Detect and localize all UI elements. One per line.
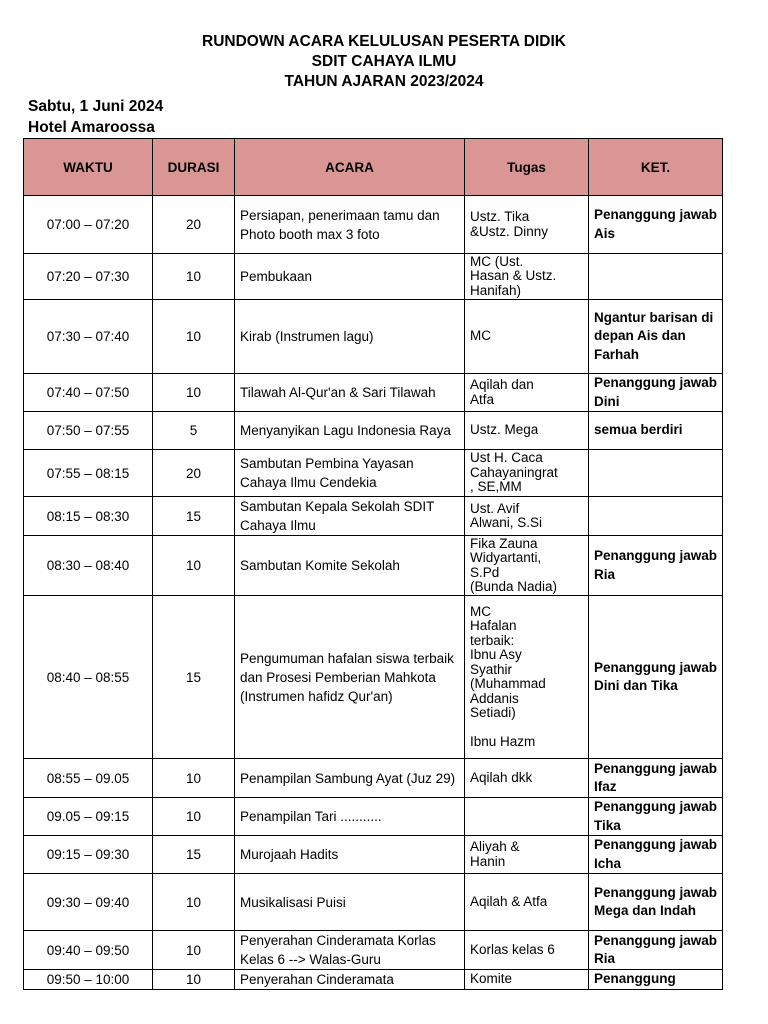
cell-waktu: 07:50 – 07:55 (24, 412, 153, 450)
cell-acara: Penyerahan Cinderamata Korlas Kelas 6 --> Walas-Guru (235, 931, 465, 970)
table-row (24, 450, 723, 497)
title-line: TAHUN AJARAN 2023/2024 (284, 73, 484, 90)
cell-ket: Penanggung jawab Ifaz (589, 759, 723, 798)
cell-acara: Sambutan Pembina Yayasan Cahaya Ilmu Cendekia (235, 450, 465, 497)
title-line: RUNDOWN ACARA KELULUSAN PESERTA DIDIK (202, 33, 566, 50)
cell-acara: Menyanyikan Lagu Indonesia Raya (235, 412, 465, 450)
cell-durasi: 10 (153, 536, 235, 596)
cell-waktu: 08:40 – 08:55 (24, 596, 153, 759)
table-row (24, 836, 723, 874)
header-ket: KET. (589, 139, 723, 196)
cell-tugas: Aqilah & Atfa (465, 874, 589, 931)
cell-acara: Kirab (Instrumen lagu) (235, 300, 465, 374)
cell-tugas: Aqilah dkk (465, 759, 589, 798)
cell-acara: Persiapan, penerimaan tamu dan Photo booth max 3 foto (235, 196, 465, 254)
cell-acara: Penampilan Sambung Ayat (Juz 29) (235, 759, 465, 798)
cell-ket: Penanggung jawab Icha (589, 836, 723, 874)
cell-durasi: 10 (153, 798, 235, 836)
cell-waktu: 09:50 – 10:00 (24, 970, 153, 990)
cell-acara: Pengumuman hafalan siswa terbaik dan Prosesi Pemberian Mahkota (Instrumen hafidz Qur'an) (235, 596, 465, 759)
cell-ket: Penanggung jawab Ria (589, 536, 723, 596)
cell-waktu: 08:55 – 09.05 (24, 759, 153, 798)
table-row (24, 874, 723, 931)
table-row (24, 497, 723, 536)
rundown-table (23, 138, 723, 990)
table-row (24, 931, 723, 970)
cell-ket (589, 497, 723, 536)
cell-ket: Penanggung jawab Dini (589, 374, 723, 412)
cell-durasi: 15 (153, 836, 235, 874)
cell-durasi: 10 (153, 931, 235, 970)
cell-durasi: 5 (153, 412, 235, 450)
cell-waktu: 09:15 – 09:30 (24, 836, 153, 874)
event-date: Sabtu, 1 Juni 2024 (28, 98, 164, 115)
cell-tugas: Komite (465, 970, 589, 990)
cell-acara: Sambutan Kepala Sekolah SDIT Cahaya Ilmu (235, 497, 465, 536)
cell-ket (589, 254, 723, 300)
cell-durasi: 10 (153, 759, 235, 798)
cell-tugas: Aqilah dan Atfa (465, 374, 589, 412)
cell-acara: Sambutan Komite Sekolah (235, 536, 465, 596)
cell-acara: Musikalisasi Puisi (235, 874, 465, 931)
cell-ket: Penanggung jawab Ria (589, 931, 723, 970)
cell-ket: Penanggung jawab Tika (589, 798, 723, 836)
cell-waktu: 09.05 – 09:15 (24, 798, 153, 836)
cell-tugas: Aliyah & Hanin (465, 836, 589, 874)
event-venue: Hotel Amaroossa (28, 119, 155, 136)
table-row (24, 300, 723, 374)
cell-acara: Murojaah Hadits (235, 836, 465, 874)
header-durasi: DURASI (153, 139, 235, 196)
cell-acara: Penampilan Tari ........... (235, 798, 465, 836)
cell-ket: Penanggung jawab Ais (589, 196, 723, 254)
cell-tugas: Ust H. Caca Cahayaningrat , SE,MM (465, 450, 589, 497)
cell-tugas: Korlas kelas 6 (465, 931, 589, 970)
cell-waktu: 07:55 – 08:15 (24, 450, 153, 497)
header-tugas: Tugas (465, 139, 589, 196)
cell-waktu: 08:15 – 08:30 (24, 497, 153, 536)
cell-tugas: Fika Zauna Widyartanti, S.Pd (Bunda Nadia) (465, 536, 589, 596)
table-row (24, 412, 723, 450)
title-line: SDIT CAHAYA ILMU (311, 53, 457, 70)
cell-tugas: Ustz. Mega (465, 412, 589, 450)
table-row (24, 798, 723, 836)
cell-ket: semua berdiri (589, 412, 723, 450)
table-row (24, 596, 723, 759)
cell-tugas: Ustz. Tika &Ustz. Dinny (465, 196, 589, 254)
table-row (24, 970, 723, 990)
document-title (0, 32, 768, 92)
cell-durasi: 10 (153, 970, 235, 990)
cell-acara: Tilawah Al-Qur'an & Sari Tilawah (235, 374, 465, 412)
cell-tugas (465, 798, 589, 836)
cell-durasi: 15 (153, 497, 235, 536)
table-body (24, 196, 723, 990)
table-header-row (24, 139, 723, 196)
cell-ket (589, 450, 723, 497)
cell-ket: Ngantur barisan di depan Ais dan Farhah (589, 300, 723, 374)
table-row (24, 759, 723, 798)
cell-ket: Penanggung (589, 970, 723, 990)
cell-ket: Penanggung jawab Dini dan Tika (589, 596, 723, 759)
cell-tugas: MC (465, 300, 589, 374)
cell-durasi: 15 (153, 596, 235, 759)
cell-durasi: 10 (153, 254, 235, 300)
cell-durasi: 20 (153, 450, 235, 497)
cell-waktu: 09:30 – 09:40 (24, 874, 153, 931)
table-row (24, 374, 723, 412)
table-row (24, 196, 723, 254)
cell-waktu: 07:00 – 07:20 (24, 196, 153, 254)
cell-durasi: 20 (153, 196, 235, 254)
cell-acara: Penyerahan Cinderamata (235, 970, 465, 990)
event-meta (28, 96, 163, 138)
cell-waktu: 07:20 – 07:30 (24, 254, 153, 300)
cell-waktu: 07:40 – 07:50 (24, 374, 153, 412)
cell-waktu: 08:30 – 08:40 (24, 536, 153, 596)
header-acara: ACARA (235, 139, 465, 196)
header-waktu: WAKTU (24, 139, 153, 196)
cell-tugas: MC Hafalan terbaik: Ibnu Asy Syathir (Muhammad Addanis Setiadi) Ibnu Hazm (465, 596, 589, 759)
cell-waktu: 09:40 – 09:50 (24, 931, 153, 970)
cell-ket: Penanggung jawab Mega dan Indah (589, 874, 723, 931)
table-row (24, 254, 723, 300)
cell-durasi: 10 (153, 874, 235, 931)
cell-acara: Pembukaan (235, 254, 465, 300)
cell-waktu: 07:30 – 07:40 (24, 300, 153, 374)
cell-durasi: 10 (153, 300, 235, 374)
table-row (24, 536, 723, 596)
cell-tugas: Ust. Avif Alwani, S.Si (465, 497, 589, 536)
cell-durasi: 10 (153, 374, 235, 412)
cell-tugas: MC (Ust. Hasan & Ustz. Hanifah) (465, 254, 589, 300)
